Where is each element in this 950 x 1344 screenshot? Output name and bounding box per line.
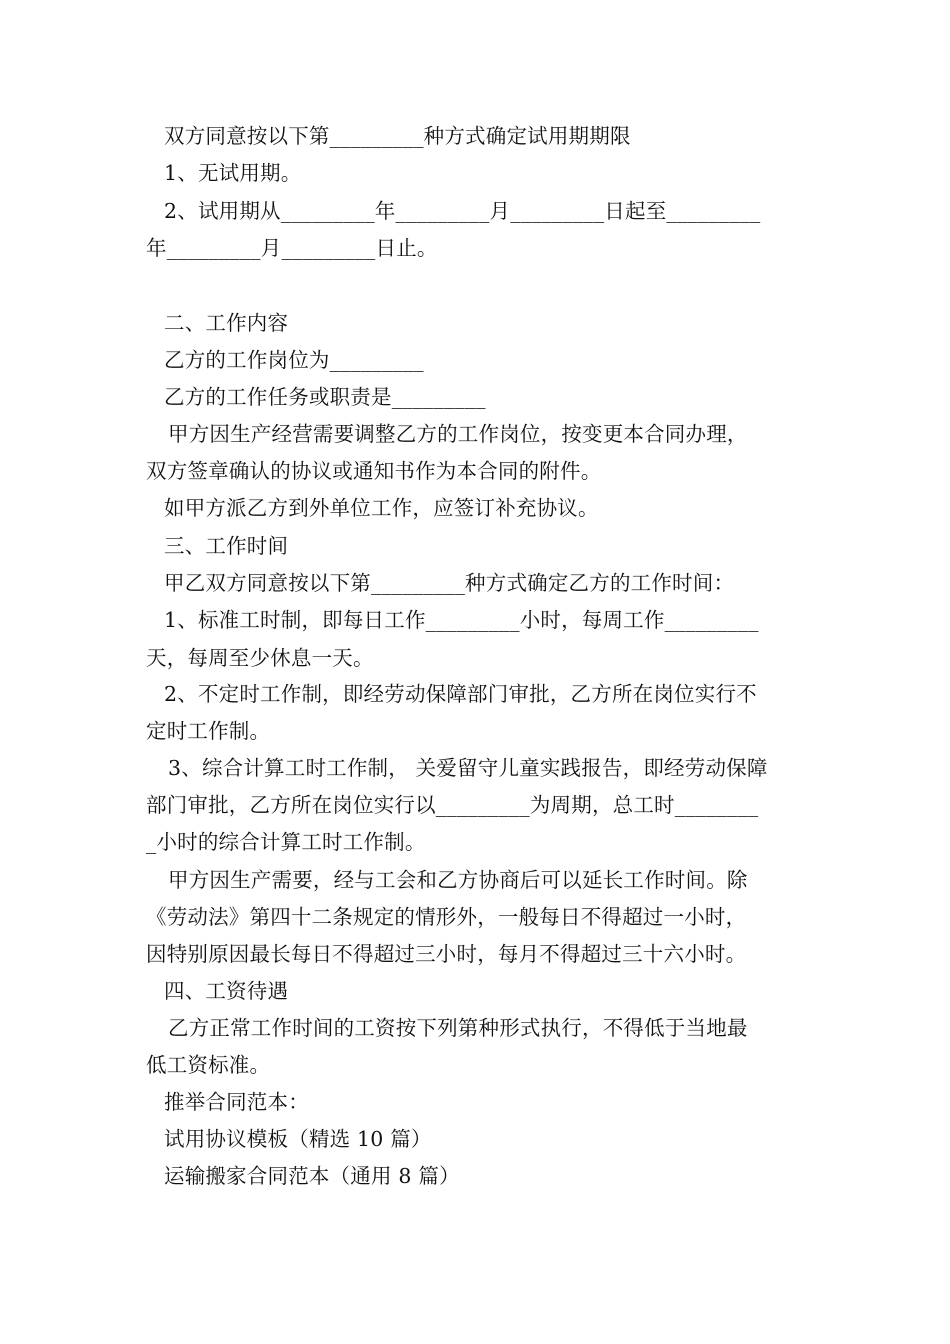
paragraph-line: 1、标准工时制，即每日工作_________小时，每周工作_________	[164, 608, 759, 632]
paragraph-line: 1、无试用期。	[164, 161, 302, 185]
section-heading: 四、工资待遇	[164, 979, 289, 1003]
paragraph-line: 双方签章确认的协议或通知书作为本合同的附件。	[146, 459, 602, 483]
paragraph-line: 3、综合计算工时工作制， 关爱留守儿童实践报告，即经劳动保障	[168, 756, 768, 780]
paragraph-line: 如甲方派乙方到外单位工作，应签订补充协议。	[164, 496, 599, 520]
paragraph-line: 乙方的工作任务或职责是_________	[164, 385, 486, 409]
paragraph-line: 甲乙双方同意按以下第_________种方式确定乙方的工作时间：	[164, 571, 735, 595]
paragraph-line: _小时的综合计算工时工作制。	[146, 830, 426, 854]
paragraph-line: 2、试用期从_________年_________月_________日起至_________	[164, 199, 761, 223]
paragraph-line: 天，每周至少休息一天。	[146, 646, 374, 670]
paragraph-line: 因特别原因最长每日不得超过三小时，每月不得超过三十六小时。	[146, 942, 747, 966]
paragraph-line: 《劳动法》第四十二条规定的情形外，一般每日不得超过一小时，	[146, 905, 747, 929]
paragraph-line: 甲方因生产需要，经与工会和乙方协商后可以延长工作时间。除	[168, 868, 748, 892]
recommended-heading: 推举合同范本：	[164, 1090, 309, 1114]
paragraph-line: 低工资标准。	[146, 1053, 271, 1077]
paragraph-line: 定时工作制。	[146, 719, 271, 743]
recommended-link[interactable]: 试用协议模板（精选 10 篇）	[164, 1127, 432, 1151]
paragraph-line: 年_________月_________日止。	[146, 236, 438, 260]
section-heading: 三、工作时间	[164, 534, 289, 558]
paragraph-line: 2、不定时工作制，即经劳动保障部门审批，乙方所在岗位实行不	[164, 682, 757, 706]
paragraph-line: 部门审批，乙方所在岗位实行以_________为周期，总工时________	[146, 793, 759, 817]
section-heading: 二、工作内容	[164, 311, 289, 335]
recommended-link[interactable]: 运输搬家合同范本（通用 8 篇）	[164, 1164, 460, 1188]
paragraph-line: 甲方因生产经营需要调整乙方的工作岗位，按变更本合同办理，	[168, 422, 748, 446]
paragraph-line: 乙方的工作岗位为_________	[164, 348, 424, 372]
paragraph-line: 乙方正常工作时间的工资按下列第种形式执行，不得低于当地最	[168, 1016, 748, 1040]
paragraph-line: 双方同意按以下第_________种方式确定试用期期限	[164, 124, 631, 148]
